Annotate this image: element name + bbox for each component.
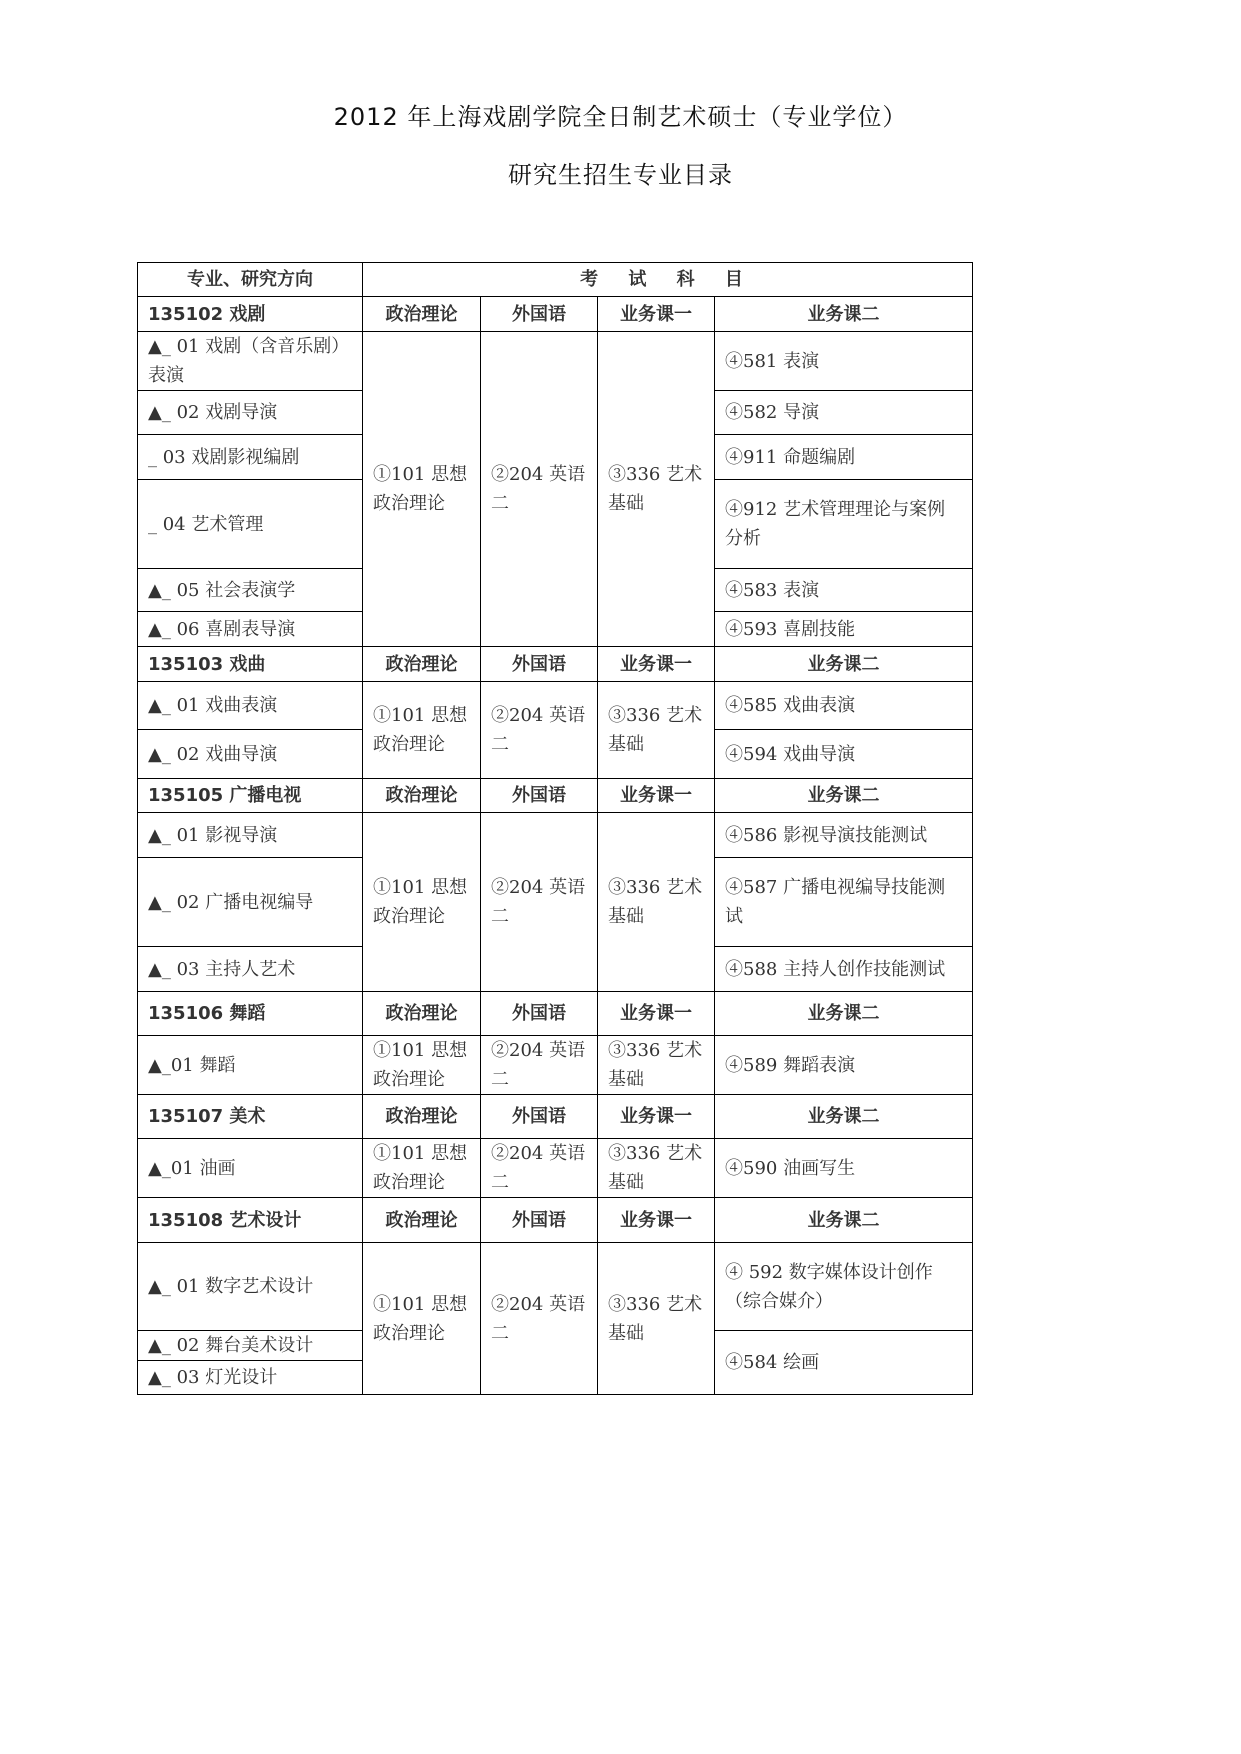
col-politics-label: 政治理论: [363, 779, 481, 813]
section-header-row: [138, 297, 973, 332]
politics-subject: ①101 思想政治理论: [363, 813, 481, 992]
direction-name: _ 04 艺术管理: [138, 480, 363, 569]
course2-subject: ④911 命题编剧: [715, 435, 973, 480]
politics-subject: ①101 思想政治理论: [363, 1139, 481, 1198]
col-course1-label: 业务课一: [598, 647, 715, 682]
direction-name: _ 03 戏剧影视编剧: [138, 435, 363, 480]
language-subject: ②204 英语二: [481, 332, 598, 647]
col-language-label: 外国语: [481, 297, 598, 332]
direction-name: ▲_01 舞蹈: [138, 1036, 363, 1095]
section-header-row: [138, 1198, 973, 1243]
politics-subject: ①101 思想政治理论: [363, 332, 481, 647]
course1-subject: ③336 艺术基础: [598, 682, 715, 779]
table-row: [138, 332, 973, 391]
col-course1-label: 业务课一: [598, 297, 715, 332]
direction-name: ▲_ 06 喜剧表导演: [138, 612, 363, 647]
direction-name: ▲_ 02 广播电视编导: [138, 858, 363, 947]
col-politics-label: 政治理论: [363, 992, 481, 1036]
catalog-table: [137, 262, 973, 1395]
language-subject: ②204 英语二: [481, 1139, 598, 1198]
course2-subject: ④586 影视导演技能测试: [715, 813, 973, 858]
col-politics-label: 政治理论: [363, 647, 481, 682]
direction-name: ▲_ 01 戏剧（含音乐剧）表演: [138, 332, 363, 391]
direction-name: ▲_ 02 戏曲导演: [138, 730, 363, 779]
course1-subject: ③336 艺术基础: [598, 813, 715, 992]
language-subject: ②204 英语二: [481, 813, 598, 992]
course2-subject: ④583 表演: [715, 569, 973, 612]
direction-name: ▲_ 03 灯光设计: [138, 1361, 363, 1395]
course2-subject: ④587 广播电视编导技能测试: [715, 858, 973, 947]
course1-subject: ③336 艺术基础: [598, 332, 715, 647]
document-subtitle: 研究生招生专业目录: [508, 161, 733, 189]
col-language-label: 外国语: [481, 992, 598, 1036]
header-major-direction: 专业、研究方向: [138, 263, 363, 297]
major-code-name: 135105 广播电视: [138, 779, 363, 813]
direction-name: ▲_ 02 舞台美术设计: [138, 1331, 363, 1361]
politics-subject: ①101 思想政治理论: [363, 1036, 481, 1095]
table-row: [138, 813, 973, 858]
direction-name: ▲_ 01 戏曲表演: [138, 682, 363, 730]
major-code-name: 135108 艺术设计: [138, 1198, 363, 1243]
col-course2-label: 业务课二: [715, 779, 973, 813]
major-code-name: 135106 舞蹈: [138, 992, 363, 1036]
course2-subject: ④585 戏曲表演: [715, 682, 973, 730]
course2-subject: ④588 主持人创作技能测试: [715, 947, 973, 992]
major-code-name: 135102 戏剧: [138, 297, 363, 332]
section-header-row: [138, 647, 973, 682]
col-course2-label: 业务课二: [715, 297, 973, 332]
col-course1-label: 业务课一: [598, 992, 715, 1036]
major-code-name: 135107 美术: [138, 1095, 363, 1139]
course2-subject: ④593 喜剧技能: [715, 612, 973, 647]
col-language-label: 外国语: [481, 779, 598, 813]
course2-subject: ④582 导演: [715, 391, 973, 435]
col-course1-label: 业务课一: [598, 1198, 715, 1243]
document-title: 2012 年上海戏剧学院全日制艺术硕士（专业学位）: [333, 103, 908, 131]
section-header-row: [138, 992, 973, 1036]
table-row: [138, 1139, 973, 1198]
table-row: [138, 682, 973, 730]
col-language-label: 外国语: [481, 1095, 598, 1139]
course2-subject: ④ 592 数字媒体设计创作（综合媒介）: [715, 1243, 973, 1331]
col-course2-label: 业务课二: [715, 1095, 973, 1139]
table-header-row: [138, 263, 973, 297]
col-course2-label: 业务课二: [715, 1198, 973, 1243]
course2-subject: ④581 表演: [715, 332, 973, 391]
header-exam-subjects: 考 试 科 目: [363, 263, 973, 297]
politics-subject: ①101 思想政治理论: [363, 1243, 481, 1395]
course2-subject: ④590 油画写生: [715, 1139, 973, 1198]
politics-subject: ①101 思想政治理论: [363, 682, 481, 779]
direction-name: ▲_01 油画: [138, 1139, 363, 1198]
course2-subject: ④584 绘画: [715, 1331, 973, 1395]
direction-name: ▲_ 02 戏剧导演: [138, 391, 363, 435]
course1-subject: ③336 艺术基础: [598, 1036, 715, 1095]
col-language-label: 外国语: [481, 1198, 598, 1243]
language-subject: ②204 英语二: [481, 1243, 598, 1395]
col-politics-label: 政治理论: [363, 1198, 481, 1243]
section-header-row: [138, 1095, 973, 1139]
direction-name: ▲_ 01 数字艺术设计: [138, 1243, 363, 1331]
language-subject: ②204 英语二: [481, 682, 598, 779]
direction-name: ▲_ 03 主持人艺术: [138, 947, 363, 992]
language-subject: ②204 英语二: [481, 1036, 598, 1095]
direction-name: ▲_ 01 影视导演: [138, 813, 363, 858]
course1-subject: ③336 艺术基础: [598, 1243, 715, 1395]
major-code-name: 135103 戏曲: [138, 647, 363, 682]
course2-subject: ④594 戏曲导演: [715, 730, 973, 779]
col-course2-label: 业务课二: [715, 647, 973, 682]
col-course1-label: 业务课一: [598, 779, 715, 813]
table-row: [138, 1243, 973, 1331]
col-language-label: 外国语: [481, 647, 598, 682]
col-course2-label: 业务课二: [715, 992, 973, 1036]
table-row: [138, 1036, 973, 1095]
course1-subject: ③336 艺术基础: [598, 1139, 715, 1198]
direction-name: ▲_ 05 社会表演学: [138, 569, 363, 612]
col-politics-label: 政治理论: [363, 297, 481, 332]
col-politics-label: 政治理论: [363, 1095, 481, 1139]
course2-subject: ④589 舞蹈表演: [715, 1036, 973, 1095]
col-course1-label: 业务课一: [598, 1095, 715, 1139]
section-header-row: [138, 779, 973, 813]
course2-subject: ④912 艺术管理理论与案例分析: [715, 480, 973, 569]
